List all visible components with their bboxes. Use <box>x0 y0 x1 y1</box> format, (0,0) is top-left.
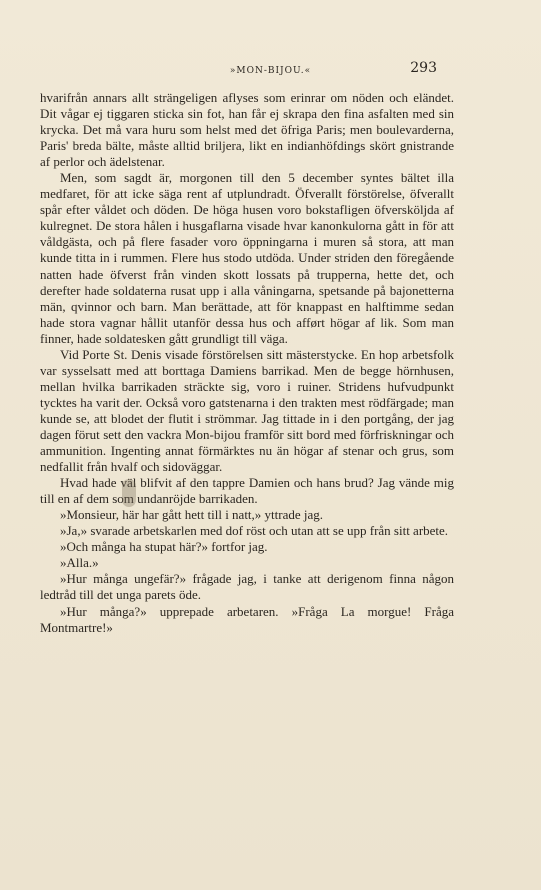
paragraph: hvarifrån annars allt strängeligen aflyses som erinrar om nöden och eländet. Dit vågar ej tiggaren sticka sin fot, han får ej skrapa den fina asfalten med sin krycka. Det må vara huru som helst med det öfriga Paris; men boulevarderna, Paris' breda bälte, måste alltid briljera, likt en indianhöfdings skört gnistrande af perlor och ädelstenar. <box>40 90 454 170</box>
ink-blot <box>122 479 136 507</box>
paragraph: »Monsieur, här har gått hett till i natt,» yttrade jag. <box>60 507 324 523</box>
paragraph: »Alla.» <box>60 555 99 571</box>
paragraph: Men, som sagdt är, morgonen till den 5 december syntes bältet illa medfaret, för att icke säga rent af utplundradt. Öfverallt förstörelse, öfverallt spår efter våldet och döden. De höga husen voro bokstafligen öfversköljda af kulregnet. De stora hålen i husgaflarna visade hvar kanonkulorna gått in för att våldgästa, och på flere fasader voro öppningarna i muren så stora, att man kunde titta in i rummen. Flere hus stodo utdöda. Under striden den föregående natten hade öfverst från vinden skott lossats på trupperna, hette det, och derefter hade soldaterna rusat upp i alla våningarna, spetsande på bajonetterna män, qvinnor och barn. Man berättade, att för knappast en halftimme sedan hade stora vagnar hållit utanför dessa hus och afført högar af lik. Som man finner, hade soldatesken gått grundligt till väga. <box>40 170 454 346</box>
paragraph: Vid Porte St. Denis visade förstörelsen sitt mästerstycke. En hop arbetsfolk var sysselsatt med att borttaga Damiens barrikad. Men de begge hörnhusen, mellan hvilka barrikaden sträckte sig, voro i ruiner. Stridens hufvudpunkt tycktes ha varit der. Också voro gatstenarna i den trakten mest rödfärgade; man kunde se, att blodet der flutit i strömmar. Jag tittade in i den portgång, der jag dagen förut sett den vackra Mon-bijou framför sitt bord med förfriskningar och ammunition. Ingenting annat förmärktes nu än högar af stenar och grus, som nedfallit från hvalf och sidoväggar. <box>40 346 454 475</box>
page-number: 293 <box>410 60 437 76</box>
body-text <box>40 90 454 636</box>
paragraph: »Och många ha stupat här?» fortfor jag. <box>60 539 268 555</box>
paragraph: »Hur många?» upprepade arbetaren. »Fråga La morgue! Fråga Montmartre!» <box>40 603 454 635</box>
running-title: »MON-BIJOU.« <box>229 66 312 76</box>
paragraph: »Ja,» svarade arbetskarlen med dof röst och utan att se upp från sitt arbete. <box>60 523 449 539</box>
paragraph: Hvad hade väl blifvit af den tappre Damien och hans brud? Jag vände mig till en af dem som undanröjde barrikaden. <box>40 475 454 507</box>
page-header <box>0 60 541 80</box>
paragraph: »Hur många ungefär?» frågade jag, i tanke att derigenom finna någon ledtråd till det unga parets öde. <box>40 571 454 603</box>
